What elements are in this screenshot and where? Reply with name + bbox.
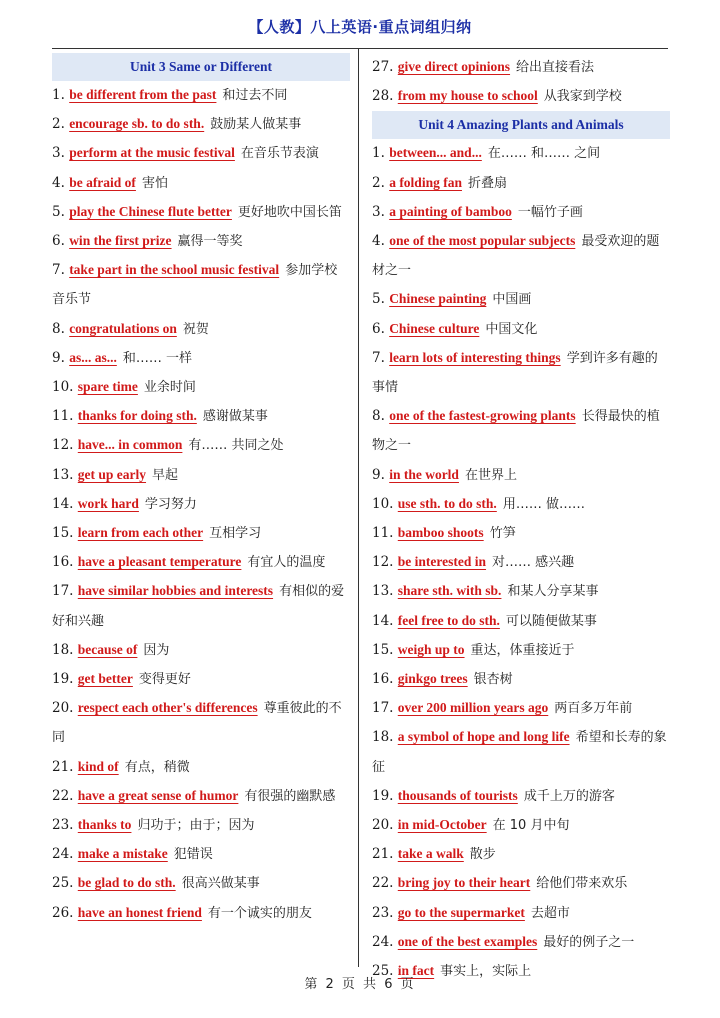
entry-number: 18.: [372, 729, 394, 746]
chinese-meaning: 学习努力: [144, 496, 197, 512]
entry-number: 17.: [52, 583, 74, 600]
phrase-entry: [372, 82, 670, 111]
entry-number: 26.: [52, 904, 74, 921]
phrase-entry: [52, 81, 350, 110]
entry-number: 22.: [372, 875, 394, 892]
entry-number: 21.: [372, 846, 394, 863]
phrase-entry: [52, 840, 350, 869]
phrase-entry: [52, 811, 350, 840]
phrase-entry: [372, 169, 670, 198]
phrase-entry: [372, 840, 670, 869]
entry-number: 23.: [372, 904, 394, 921]
english-phrase: perform at the music festival: [69, 145, 235, 161]
entry-number: 19.: [52, 671, 74, 688]
chinese-meaning: 银杏树: [473, 672, 513, 688]
chinese-meaning: 有…… 共同之处: [188, 438, 284, 454]
chinese-meaning: 害怕: [141, 175, 168, 191]
chinese-meaning: 折叠扇: [467, 175, 507, 191]
phrase-entry: [372, 490, 670, 519]
english-phrase: get up early: [77, 466, 147, 482]
english-phrase: have a pleasant temperature: [77, 554, 242, 570]
english-phrase: get better: [77, 671, 133, 687]
phrase-entry: [52, 636, 350, 665]
entry-number: 16.: [372, 671, 394, 688]
english-phrase: thousands of tourists: [397, 787, 518, 803]
chinese-meaning: 中国画: [492, 292, 532, 308]
chinese-meaning: 祝贺: [182, 321, 209, 337]
chinese-meaning: 在 10 月中旬: [492, 818, 570, 834]
phrase-entry: [372, 227, 670, 285]
phrase-entry: [52, 402, 350, 431]
column-divider: [358, 49, 359, 967]
english-phrase: one of the most popular subjects: [389, 233, 576, 249]
chinese-meaning: 赢得一等奖: [177, 234, 243, 250]
phrase-entry: [52, 315, 350, 344]
english-phrase: one of the best examples: [397, 933, 538, 949]
entry-number: 14.: [372, 612, 394, 629]
english-phrase: between... and...: [389, 145, 482, 161]
page-title: 【人教】八上英语·重点词组归纳: [248, 18, 472, 36]
chinese-meaning: 去超市: [530, 905, 570, 921]
phrase-entry: [52, 139, 350, 168]
chinese-meaning: 业余时间: [143, 380, 196, 396]
entry-number: 3.: [372, 203, 385, 220]
chinese-meaning: 中国文化: [485, 321, 538, 337]
entry-number: 27.: [372, 59, 394, 75]
phrase-entry: [372, 694, 670, 723]
english-phrase: as... as...: [69, 349, 117, 365]
english-phrase: bamboo shoots: [397, 525, 484, 541]
phrase-entry: [372, 782, 670, 811]
chinese-meaning: 对…… 感兴趣: [492, 555, 575, 571]
chinese-meaning: 事实上，实际上: [440, 964, 532, 980]
chinese-meaning: 从我家到学校: [543, 89, 622, 105]
phrase-entry: [372, 519, 670, 548]
chinese-meaning: 最好的例子之一: [543, 934, 635, 950]
english-phrase: use sth. to do sth.: [397, 495, 497, 511]
phrase-entry: [52, 344, 350, 373]
chinese-meaning: 长得最快的植物之一: [372, 409, 660, 454]
phrase-entry: [372, 315, 670, 344]
entry-number: 24.: [52, 846, 74, 863]
english-phrase: have an honest friend: [77, 904, 202, 920]
english-phrase: kind of: [77, 758, 119, 774]
english-phrase: over 200 million years ago: [397, 700, 549, 716]
chinese-meaning: 感谢做某事: [202, 409, 268, 425]
right-column: [372, 53, 670, 986]
phrase-entry: [52, 227, 350, 256]
chinese-meaning: 早起: [152, 467, 179, 483]
english-phrase: feel free to do sth.: [397, 612, 500, 628]
entry-number: 14.: [52, 495, 74, 512]
entry-number: 19.: [372, 787, 394, 804]
phrase-entry: [52, 869, 350, 898]
english-phrase: from my house to school: [397, 88, 538, 104]
entry-number: 13.: [372, 583, 394, 600]
entry-number: 4.: [372, 233, 385, 250]
phrase-entry: [372, 548, 670, 577]
phrase-entry: [372, 607, 670, 636]
phrase-entry: [52, 753, 350, 782]
chinese-meaning: 更好地吹中国长笛: [237, 204, 342, 220]
chinese-meaning: 尊重彼此的不同: [52, 701, 342, 746]
phrase-entry: [372, 928, 670, 957]
english-phrase: spare time: [77, 379, 138, 395]
english-phrase: a symbol of hope and long life: [397, 729, 570, 745]
chinese-meaning: 和某人分享某事: [507, 584, 599, 600]
phrase-entry: [52, 694, 350, 752]
chinese-meaning: 给出直接看法: [516, 60, 595, 75]
entry-number: 20.: [372, 817, 394, 834]
english-phrase: weigh up to: [397, 641, 465, 657]
entry-number: 12.: [372, 554, 394, 571]
english-phrase: in fact: [397, 963, 435, 979]
entry-number: 7.: [372, 349, 385, 366]
chinese-meaning: 成千上万的游客: [523, 788, 615, 804]
header-divider: [52, 48, 668, 49]
chinese-meaning: 重达，体重接近于: [470, 642, 575, 658]
chinese-meaning: 希望和长寿的象征: [372, 730, 667, 775]
entry-number: 16.: [52, 554, 74, 571]
entry-number: 15.: [372, 641, 394, 658]
phrase-entry: [372, 198, 670, 227]
entry-number: 12.: [52, 437, 74, 454]
chinese-meaning: 有一个诚实的朋友: [207, 905, 312, 921]
entry-number: 5.: [372, 291, 385, 308]
chinese-meaning: 有相似的爱好和兴趣: [52, 584, 345, 629]
entry-number: 10.: [372, 495, 394, 512]
english-phrase: take part in the school music festival: [69, 262, 280, 278]
phrase-entry: [52, 110, 350, 139]
english-phrase: play the Chinese flute better: [69, 203, 232, 219]
english-phrase: have similar hobbies and interests: [77, 583, 274, 599]
entry-number: 5.: [52, 203, 65, 220]
chinese-meaning: 很高兴做某事: [181, 876, 260, 892]
chinese-meaning: 和…… 一样: [122, 350, 192, 366]
english-phrase: have... in common: [77, 437, 183, 453]
english-phrase: one of the fastest-growing plants: [389, 408, 576, 424]
phrase-entry: [372, 723, 670, 781]
chinese-meaning: 竹笋: [489, 526, 516, 542]
chinese-meaning: 有宜人的温度: [247, 555, 326, 571]
chinese-meaning: 最受欢迎的题材之一: [372, 234, 660, 279]
english-phrase: share sth. with sb.: [397, 583, 502, 599]
entry-number: 6.: [372, 320, 385, 337]
english-phrase: learn lots of interesting things: [389, 349, 561, 365]
entry-number: 28.: [372, 88, 394, 105]
phrase-entry: [52, 899, 350, 928]
english-phrase: go to the supermarket: [397, 904, 525, 920]
entry-number: 9.: [52, 349, 65, 366]
phrase-entry: [52, 431, 350, 460]
entry-number: 9.: [372, 466, 385, 483]
entry-number: 17.: [372, 700, 394, 717]
english-phrase: thanks for doing sth.: [77, 408, 197, 424]
entry-number: 23.: [52, 817, 74, 834]
phrase-entry: [372, 461, 670, 490]
phrase-entry: [52, 519, 350, 548]
english-phrase: Chinese painting: [389, 291, 487, 307]
chinese-meaning: 散步: [469, 847, 496, 863]
phrase-entry: [372, 869, 670, 898]
entry-number: 2.: [372, 174, 385, 191]
phrase-entry: [372, 402, 670, 460]
english-phrase: make a mistake: [77, 846, 168, 862]
phrase-entry: [372, 577, 670, 606]
chinese-meaning: 一幅竹子画: [517, 204, 583, 220]
english-phrase: work hard: [77, 495, 139, 511]
english-phrase: thanks to: [77, 817, 132, 833]
left-column: [52, 53, 350, 928]
chinese-meaning: 变得更好: [138, 672, 191, 688]
english-phrase: ginkgo trees: [397, 671, 468, 687]
phrase-entry: [372, 665, 670, 694]
english-phrase: a painting of bamboo: [389, 203, 512, 219]
english-phrase: be glad to do sth.: [77, 875, 176, 891]
chinese-meaning: 用…… 做……: [502, 496, 585, 512]
phrase-entry: [372, 53, 670, 82]
phrase-entry: [372, 139, 670, 168]
english-phrase: because of: [77, 641, 138, 657]
entry-number: 13.: [52, 466, 74, 483]
entry-number: 7.: [52, 262, 65, 279]
phrase-entry: [372, 899, 670, 928]
phrase-entry: [52, 665, 350, 694]
phrase-entry: [372, 811, 670, 840]
english-phrase: give direct opinions: [397, 59, 511, 74]
entry-number: 25.: [372, 963, 394, 980]
phrase-entry: [52, 461, 350, 490]
entry-number: 2.: [52, 116, 65, 133]
english-phrase: win the first prize: [69, 233, 172, 249]
entry-number: 8.: [372, 408, 385, 425]
entry-number: 20.: [52, 700, 74, 717]
phrase-entry: [52, 169, 350, 198]
english-phrase: be afraid of: [69, 174, 136, 190]
phrase-entry: [52, 782, 350, 811]
chinese-meaning: 和过去不同: [222, 88, 288, 103]
entry-number: 25.: [52, 875, 74, 892]
chinese-meaning: 给他们带来欢乐: [536, 876, 628, 892]
chinese-meaning: 学到许多有趣的事情: [372, 350, 658, 396]
english-phrase: be interested in: [397, 554, 487, 570]
entry-number: 22.: [52, 787, 74, 804]
english-phrase: congratulations on: [69, 320, 177, 336]
entry-number: 10.: [52, 379, 74, 396]
english-phrase: in mid-October: [397, 817, 487, 833]
phrase-entry: [372, 636, 670, 665]
english-phrase: encourage sb. to do sth.: [69, 116, 205, 132]
phrase-entry: [52, 577, 350, 635]
phrase-entry: [52, 548, 350, 577]
unit-title: Unit 3 Same or Different: [52, 53, 350, 81]
phrase-entry: [372, 344, 670, 402]
phrase-entry: [52, 373, 350, 402]
chinese-meaning: 因为: [143, 642, 170, 658]
english-phrase: in the world: [389, 466, 459, 482]
english-phrase: learn from each other: [77, 525, 204, 541]
english-phrase: have a great sense of humor: [77, 787, 239, 803]
chinese-meaning: 有点，稍微: [124, 759, 190, 775]
chinese-meaning: 互相学习: [209, 526, 262, 542]
chinese-meaning: 两百多万年前: [554, 701, 633, 717]
english-phrase: bring joy to their heart: [397, 875, 531, 891]
chinese-meaning: 在音乐节表演: [240, 146, 319, 162]
phrase-entry: [372, 285, 670, 314]
entry-number: 11.: [52, 408, 74, 425]
entry-number: 24.: [372, 933, 394, 950]
entry-number: 4.: [52, 174, 65, 191]
chinese-meaning: 有很强的幽默感: [244, 788, 336, 804]
english-phrase: be different from the past: [69, 87, 217, 102]
entry-number: 8.: [52, 320, 65, 337]
entry-number: 3.: [52, 145, 65, 162]
unit-title: Unit 4 Amazing Plants and Animals: [372, 111, 670, 139]
entry-number: 11.: [372, 525, 394, 542]
entry-number: 1.: [52, 87, 65, 103]
chinese-meaning: 在…… 和…… 之间: [487, 146, 601, 162]
english-phrase: respect each other's differences: [77, 700, 258, 716]
chinese-meaning: 归功于；由于；因为: [137, 818, 255, 834]
english-phrase: Chinese culture: [389, 320, 480, 336]
chinese-meaning: 在世界上: [464, 467, 517, 483]
entry-number: 15.: [52, 525, 74, 542]
entry-number: 21.: [52, 758, 74, 775]
page-number: 第 2 页 共 6 页: [304, 977, 416, 992]
phrase-entry: [52, 490, 350, 519]
chinese-meaning: 可以随便做某事: [505, 613, 597, 629]
english-phrase: take a walk: [397, 846, 464, 862]
entry-number: 6.: [52, 233, 65, 250]
phrase-entry: [52, 256, 350, 314]
english-phrase: a folding fan: [389, 174, 462, 190]
chinese-meaning: 犯错误: [173, 847, 213, 863]
phrase-entry: [52, 198, 350, 227]
entry-number: 1.: [372, 145, 385, 162]
chinese-meaning: 鼓励某人做某事: [210, 117, 302, 133]
chinese-meaning: 参加学校音乐节: [52, 263, 338, 308]
entry-number: 18.: [52, 641, 74, 658]
